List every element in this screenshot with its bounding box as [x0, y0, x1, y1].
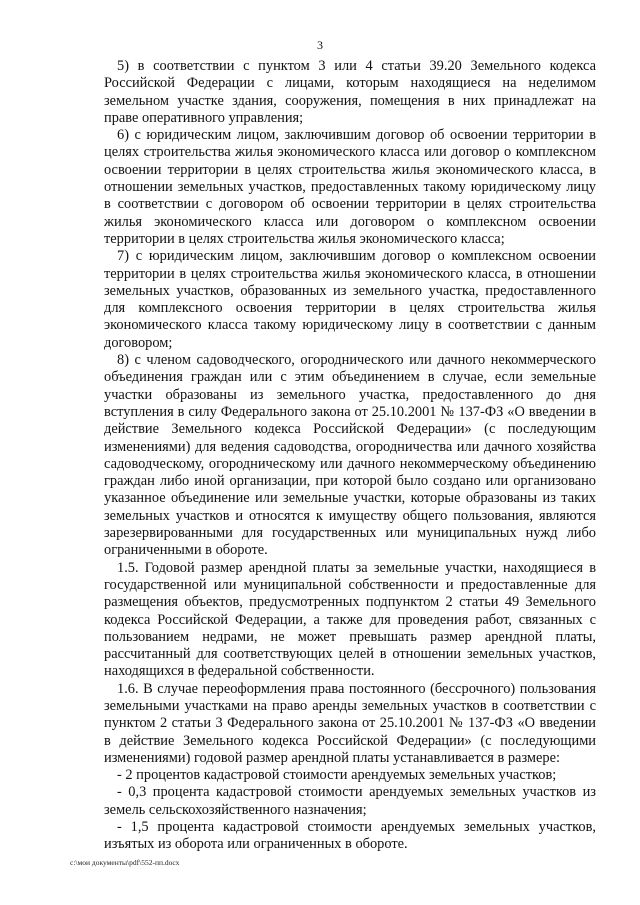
page-number: 3: [317, 38, 323, 52]
paragraph-1-5: 1.5. Годовой размер арендной платы за земельные участки, находящиеся в государственной или муниципальной собственности и предоставленные для размещения объектов, предусмотренных подпунктом 2 статьи 49 Земельного кодекса Российской Федерации, а также для проведения работ, связанных с пользованием недрами, не может превышать размер арендной платы, рассчитанный для соответствующих целей в отношении земельных участков, находящихся в федеральной собственности.: [104, 559, 596, 680]
paragraph-item-6: 6) с юридическим лицом, заключившим договор об освоении территории в целях строительства жилья экономического класса или договор о комплексном освоении территории в целях строительства жилья экономического класса, в отношении земельных участков, предоставленных такому юридическому лицу в соответствии с договором об освоении территории в целях строительства жилья экономического класса или договором о комплексном освоении территории в целях строительства жилья экономического класса;: [104, 127, 596, 247]
paragraph-1-6: 1.6. В случае переоформления права постоянного (бессрочного) пользования земельными участками на право аренды земельных участков в соответствии с пунктом 2 статьи 3 Федерального закона от 25.10.2001 № 137-ФЗ «О введении в действие Земельного кодекса Российской Федерации» (с последующими изменениями) годовой размер арендной платы устанавливается в размере:: [104, 680, 596, 766]
paragraph-item-8: 8) с членом садоводческого, огороднического или дачного некоммерческого объединения граждан или с этим объединением в случае, если земельные участки образованы из земельного участка, предоставленного до дня вступления в силу Федерального закона от 25.10.2001 № 137-ФЗ «О введении в действие Земельного кодекса Российской Федерации» (с последующим изменениями) для ведения садоводства, огородничества или дачного хозяйства садоводческому, огородническому или дачного некоммерческому объединению граждан либо иной организации, при которой было создано или организовано указанное объединение или земельные участки, которые образованы из таких земельных участков и относятся к имуществу общего пользования, являются зарезервированными для государственных или муниципальных нужд либо ограниченными в обороте.: [104, 352, 596, 559]
paragraph-item-7: 7) с юридическим лицом, заключившим договор о комплексном освоении территории в целях строительства жилья экономического класса, в отношении земельных участков, образованных из земельного участка, предоставленного для комплексного освоения территории в целях строительства жилья экономического класса такому юридическому лицу в соответствии с данным договором;: [104, 248, 596, 351]
paragraph-item-5: 5) в соответствии с пунктом 3 или 4 статьи 39.20 Земельного кодекса Российской Федерации с лицами, которым находящиеся на неделимом земельном участке здания, сооружения, помещения в них принадлежат на праве оперативного управления;: [104, 58, 596, 126]
list-item-rate-0-3-percent: - 0,3 процента кадастровой стоимости арендуемых земельных участков из земель сельскохозяйственного назначения;: [104, 784, 596, 818]
footer-file-path: c:\мои документы\pdf\552-пп.docx: [70, 858, 180, 867]
document-body: [104, 58, 596, 854]
list-item-rate-1-5-percent: - 1,5 процента кадастровой стоимости арендуемых земельных участков, изъятых из оборота или ограниченных в обороте.: [104, 819, 596, 853]
list-item-rate-2-percent: - 2 процентов кадастровой стоимости арендуемых земельных участков;: [117, 767, 557, 784]
